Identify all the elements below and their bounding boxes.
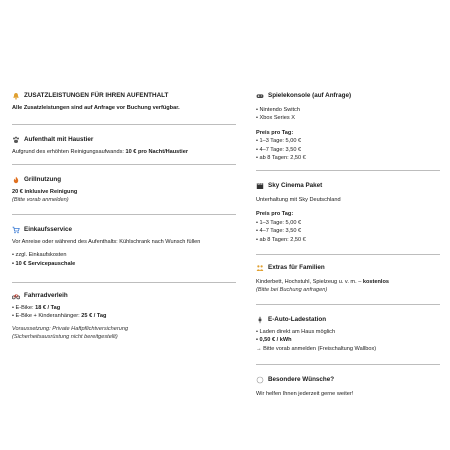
item-text: 1–3 Tage: 5,00 €: [259, 138, 302, 145]
section-title: ZUSATZLEISTUNGEN FÜR IHREN AUFENTHALT: [24, 92, 169, 99]
text-pre: Aufgrund des erhöhten Reinigungsaufwands:: [12, 149, 126, 155]
bicycle-icon: [12, 292, 20, 300]
section-spielekonsole: [256, 92, 440, 162]
section-text: Alle Zusatzleistungen sind auf Anfrage vor Buchung verfügbar.: [12, 105, 180, 111]
text-pre: Kinderbett, Hochstuhl, Spielzeug u. v. m. –: [256, 279, 363, 285]
item-text: ab 8 Tagen: 2,50 €: [259, 155, 306, 162]
circle-icon: [256, 376, 264, 384]
item-text: 10 € Servicepauschale: [15, 260, 76, 267]
list-item: • ab 8 Tagen: 2,50 €: [256, 155, 306, 162]
charging-price: 0,50 € / kWh: [259, 337, 292, 344]
section-haustier: [12, 136, 236, 156]
section-header: [256, 182, 440, 190]
item-text: zzgl. Einkaufskosten: [15, 252, 67, 259]
grill-icon: [12, 176, 20, 184]
section-header: [256, 264, 440, 272]
divider: [12, 214, 236, 215]
fahrrad-note-2: (Sicherheitsausrüstung nicht bereitgestellt): [12, 334, 118, 341]
section-header: [12, 292, 236, 300]
section-title: Fahrradverleih: [24, 292, 68, 299]
list-item: [256, 345, 440, 353]
free-label: kostenlos: [362, 279, 389, 285]
section-text: [12, 148, 236, 156]
eauto-list: [256, 328, 440, 353]
grill-note: (Bitte vorab anmelden): [12, 197, 69, 204]
list-item: • Laden direkt am Haus möglich: [256, 329, 336, 335]
list-item: • Nintendo Switch: [256, 107, 300, 113]
list-item: • E-Bike: 18 € / Tag: [12, 305, 61, 311]
price-label: Preis pro Tag:: [256, 129, 294, 136]
list-item: • 4–7 Tage: 3,50 €: [256, 146, 302, 153]
console-price-list: [256, 137, 440, 162]
fahrrad-list: [12, 304, 236, 321]
section-wuensche: [256, 376, 440, 398]
list-item: • 0,50 € / kWh: [256, 337, 292, 344]
item-label: E-Bike + Kinderanhänger:: [15, 313, 82, 320]
section-sky: [256, 182, 440, 244]
section-text: Vor Anreise oder während des Aufenthalts: Kühlschrank nach Wunsch füllen: [12, 239, 201, 245]
section-title: Spielekonsole (auf Anfrage): [268, 92, 352, 99]
list-item: • E-Bike + Kinderanhänger: 25 € / Tag: [12, 313, 107, 320]
section-title: Besondere Wünsche?: [268, 376, 335, 383]
divider: [12, 124, 236, 125]
list-item: • 4–7 Tage: 3,50 €: [256, 228, 302, 235]
ebike-trailer-price: 25 € / Tag: [81, 313, 107, 320]
divider: [256, 364, 440, 365]
section-title: Sky Cinema Paket: [268, 182, 323, 189]
clapperboard-icon: [256, 182, 264, 190]
section-header: [256, 92, 440, 100]
item-text: 4–7 Tage: 3,50 €: [259, 228, 302, 235]
einkauf-list: [12, 251, 236, 268]
price-pet: 10 € pro Nacht/Haustier: [125, 149, 189, 155]
section-header: [256, 376, 440, 384]
console-list: [256, 106, 440, 123]
section-zusatzleistungen: [12, 92, 236, 112]
section-familien: [256, 264, 440, 295]
section-eauto: [256, 316, 440, 353]
item-label: E-Bike:: [15, 305, 36, 311]
divider: [256, 304, 440, 305]
section-einkauf: [12, 226, 236, 268]
list-item: • 10 € Servicepauschale: [12, 260, 76, 267]
divider: [12, 282, 236, 283]
divider: [256, 254, 440, 255]
fahrrad-note: Voraussetzung: Private Haftpflichtversicherung: [12, 325, 129, 332]
familien-note: (Bitte bei Buchung anfragen): [256, 287, 328, 294]
divider: [256, 170, 440, 171]
gamepad-icon: [256, 92, 264, 100]
section-fahrrad: [12, 292, 236, 342]
bell-icon: [12, 92, 20, 100]
section-grill: [12, 176, 236, 205]
section-header: [12, 226, 236, 234]
plug-icon: [256, 316, 264, 324]
section-text: [256, 278, 440, 286]
item-text: 1–3 Tage: 5,00 €: [259, 219, 302, 226]
section-text: Unterhaltung mit Sky Deutschland: [256, 197, 341, 203]
price-label: Preis pro Tag:: [256, 211, 294, 218]
list-item: • Xbox Series X: [256, 115, 295, 122]
item-text: Nintendo Switch: [259, 107, 300, 113]
list-item: • 1–3 Tage: 5,00 €: [256, 219, 302, 226]
divider: [12, 164, 236, 165]
section-header: [12, 176, 236, 184]
section-header: [12, 92, 236, 100]
section-text: Wir helfen Ihnen jederzeit gerne weiter!: [256, 391, 354, 397]
section-title: Grillnutzung: [24, 176, 62, 183]
ebike-price: 18 € / Tag: [35, 305, 61, 311]
item-text: 4–7 Tage: 3,50 €: [259, 146, 302, 153]
family-icon: [256, 264, 264, 272]
section-header: [256, 316, 440, 324]
list-item: • 1–3 Tage: 5,00 €: [256, 138, 302, 145]
item-text: Laden direkt am Haus möglich: [259, 329, 336, 335]
item-text: ab 8 Tagen: 2,50 €: [259, 236, 306, 243]
section-title: Einkaufsservice: [24, 226, 72, 233]
cart-icon: [12, 226, 20, 234]
item-text: → Bitte vorab anmelden (Freischaltung Wallbox): [256, 345, 377, 352]
list-item: • ab 8 Tagen: 2,50 €: [256, 236, 306, 243]
section-header: [12, 136, 236, 144]
list-item: • zzgl. Einkaufskosten: [12, 252, 67, 259]
sky-price-list: [256, 219, 440, 244]
paw-icon: [12, 136, 20, 144]
section-title: E-Auto-Ladestation: [268, 316, 327, 323]
section-title: Extras für Familien: [268, 264, 325, 271]
item-text: Xbox Series X: [259, 115, 295, 122]
section-title: Aufenthalt mit Haustier: [24, 136, 94, 143]
grill-price: 20 € inklusive Reinigung: [12, 189, 78, 195]
